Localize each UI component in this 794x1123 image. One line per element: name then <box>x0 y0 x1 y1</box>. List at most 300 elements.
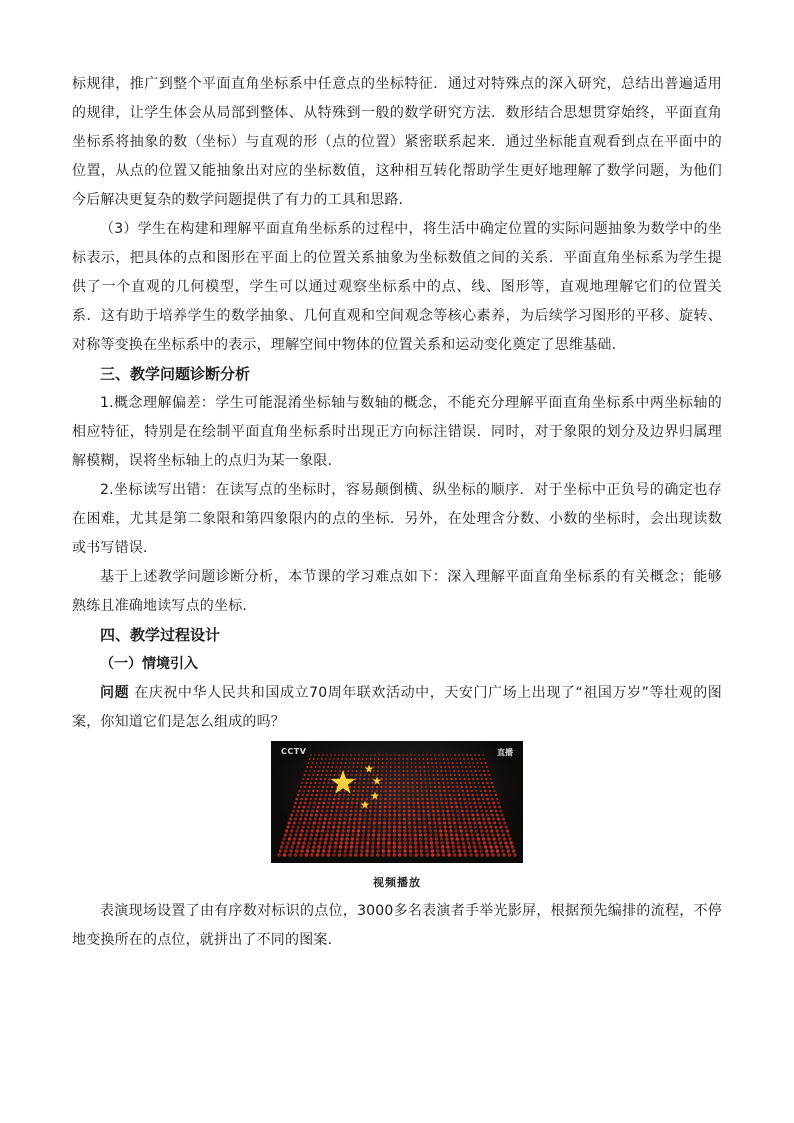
flag-dot <box>286 841 289 844</box>
flag-dot <box>408 833 411 836</box>
flag-dot <box>346 754 348 756</box>
flag-dot <box>379 802 382 805</box>
flag-dot <box>393 794 396 797</box>
flag-dot <box>498 806 501 809</box>
flag-dot <box>342 829 345 832</box>
flag-dot <box>318 821 321 824</box>
flag-dot <box>383 818 386 821</box>
flag-dot <box>378 818 381 821</box>
flag-dot <box>326 806 329 809</box>
flag-dot <box>374 754 376 756</box>
flag-dot <box>390 770 392 772</box>
flag-dot <box>437 810 440 813</box>
flag-dot <box>438 782 440 784</box>
flag-dot <box>447 849 451 853</box>
flag-dot <box>318 770 320 772</box>
flag-dot <box>299 853 303 857</box>
flag-dot <box>303 821 306 824</box>
flag-dot <box>361 794 364 797</box>
flag-dot <box>425 782 427 784</box>
flag-dot <box>418 818 421 821</box>
flag-dot <box>367 782 369 784</box>
flag-dot <box>468 821 471 824</box>
flag-dot <box>382 841 385 844</box>
flag-dot <box>357 825 360 828</box>
flag-dot <box>485 810 488 813</box>
flag-dot <box>494 841 497 844</box>
flag-dot <box>497 818 500 821</box>
flag-dot <box>463 821 466 824</box>
flag-dot <box>306 766 308 768</box>
flag-dot <box>334 841 337 844</box>
flag-dot <box>468 778 470 780</box>
flag-dot <box>487 798 490 801</box>
flag-dot <box>312 845 315 848</box>
flag-dot <box>293 806 296 809</box>
flag-dot <box>296 798 299 801</box>
flag-dot <box>319 766 321 768</box>
flag-dot <box>293 837 296 840</box>
flag-dot <box>360 806 363 809</box>
flag-dot <box>398 762 400 764</box>
flag-dot <box>386 754 388 756</box>
flag-dot <box>426 754 428 756</box>
flag-dot <box>501 814 504 817</box>
flag-dot <box>292 841 295 844</box>
flag-dot <box>458 794 461 797</box>
flag-dot <box>409 849 413 853</box>
flag-dot <box>332 782 334 784</box>
flag-dot <box>475 790 477 792</box>
flag-dot <box>377 833 380 836</box>
flag-dot <box>465 833 468 836</box>
flag-dot <box>393 845 396 848</box>
flag-dot <box>412 786 414 788</box>
flag-dot <box>492 837 495 840</box>
flag-dot <box>313 786 315 788</box>
flag-dot <box>463 774 465 776</box>
flag-dot <box>355 849 359 853</box>
flag-dot <box>479 786 481 788</box>
flag-dot <box>429 786 431 788</box>
flag-dot <box>390 774 392 776</box>
flag-dot <box>383 821 386 824</box>
flag-dot <box>458 821 461 824</box>
flag-dot <box>330 770 332 772</box>
flag-dot <box>456 841 459 844</box>
flag-dot <box>457 845 460 848</box>
flag-dot <box>356 770 358 772</box>
flag-dot <box>381 770 383 772</box>
flag-dot <box>384 810 387 813</box>
flag-dot <box>426 758 428 760</box>
flag-dot <box>508 853 512 857</box>
flag-dot <box>408 837 411 840</box>
flag-dot <box>448 762 450 764</box>
flag-dot <box>465 766 467 768</box>
flag-dot <box>466 770 468 772</box>
flag-dot <box>338 774 340 776</box>
flag-dot <box>398 849 402 853</box>
flag-dot <box>434 829 437 832</box>
flag-dot <box>297 810 300 813</box>
flag-dot <box>326 810 329 813</box>
flag-dot <box>495 794 498 797</box>
flag-dot <box>483 758 485 760</box>
flag-dot <box>487 818 490 821</box>
flag-dot <box>474 825 477 828</box>
flag-dot <box>475 810 478 813</box>
flag-dot <box>340 837 343 840</box>
flag-dot <box>434 790 436 792</box>
flag-dot <box>333 821 336 824</box>
flag-dot <box>320 814 323 817</box>
flag-dot <box>436 766 438 768</box>
flag-dot <box>439 794 442 797</box>
flag-dot <box>462 754 464 756</box>
flag-dot <box>310 814 313 817</box>
flag-dot <box>390 762 392 764</box>
flag-dot <box>382 758 384 760</box>
flag-dot <box>317 806 320 809</box>
flag-dot <box>322 754 324 756</box>
flag-dot <box>402 754 404 756</box>
flag-dot <box>420 782 422 784</box>
flag-dot <box>442 754 444 756</box>
flag-dot <box>342 825 345 828</box>
flag-dot <box>365 853 369 857</box>
flag-dot <box>472 818 475 821</box>
flag-dot <box>483 802 486 805</box>
flag-dot <box>483 821 486 824</box>
flag-dot <box>471 774 473 776</box>
flag-dot <box>295 829 298 832</box>
flag-dot <box>455 806 458 809</box>
flag-dot <box>323 821 326 824</box>
flag-dot <box>420 849 424 853</box>
flag-dot <box>314 837 317 840</box>
flag-dot <box>309 837 312 840</box>
flag-dot <box>453 770 455 772</box>
flag-dot <box>386 758 388 760</box>
flag-dot <box>338 754 340 756</box>
flag-dot <box>471 758 473 760</box>
flag-dot <box>472 794 475 797</box>
flag-dot <box>437 774 439 776</box>
flag-dot <box>510 841 513 844</box>
flag-dot <box>425 845 428 848</box>
flag-dot <box>352 794 355 797</box>
flag-dot <box>376 786 378 788</box>
flag-dot <box>295 849 299 853</box>
flag-dot <box>293 821 296 824</box>
flag-dot <box>406 762 408 764</box>
flag-dot <box>317 825 320 828</box>
flag-dot <box>368 778 370 780</box>
flag-dot <box>443 821 446 824</box>
flag-dot <box>406 766 408 768</box>
flag-dot <box>299 818 302 821</box>
flag-dot <box>388 829 391 832</box>
flag-dot <box>502 833 505 836</box>
flag-dot <box>462 770 464 772</box>
flag-dot <box>445 833 448 836</box>
flag-dot <box>470 770 472 772</box>
paragraph-3: 1.概念理解偏差：学生可能混淆坐标轴与数轴的概念，不能充分理解平面直角坐标系中两坐标轴的相应特征，特别是在绘制平面直角坐标系时出现正方向标注错误．同时，对于象限的划分及边界归属理解模糊，误将坐标轴上的点归为某一象限． <box>72 395 722 469</box>
flag-dot <box>335 766 337 768</box>
flag-dot <box>491 814 494 817</box>
flag-dot <box>389 794 392 797</box>
flag-dot <box>413 810 416 813</box>
flag-dot <box>328 845 331 848</box>
flag-dot <box>366 794 369 797</box>
flag-dot <box>345 841 348 844</box>
flag-dot <box>462 794 465 797</box>
flag-dot <box>386 762 388 764</box>
flag-dot <box>456 837 459 840</box>
flag-dot <box>476 794 479 797</box>
flag-dot <box>357 758 359 760</box>
flag-dot <box>424 829 427 832</box>
flag-dot <box>444 825 447 828</box>
flag-dot <box>368 774 370 776</box>
flag-dot <box>411 774 413 776</box>
flag-dot <box>288 821 291 824</box>
flag-dot <box>398 782 400 784</box>
flag-dot <box>361 841 364 844</box>
flag-dot <box>476 762 478 764</box>
flag-dot <box>369 810 372 813</box>
flag-dot <box>451 841 454 844</box>
flag-dot <box>318 841 321 844</box>
flag-dot <box>485 762 487 764</box>
flag-dot <box>325 758 327 760</box>
flag-dot <box>383 825 386 828</box>
flag-dot <box>452 766 454 768</box>
flag-dot <box>436 770 438 772</box>
flag-dot <box>358 818 361 821</box>
flag-dot <box>473 766 475 768</box>
flag-dot <box>421 798 424 801</box>
flag-dot <box>304 774 306 776</box>
flag-dot <box>467 774 469 776</box>
flag-dot <box>297 794 300 797</box>
flag-dot <box>334 818 337 821</box>
flag-dot <box>488 821 491 824</box>
flag-dot <box>476 778 478 780</box>
flag-dot <box>500 845 503 848</box>
flag-dot <box>367 786 369 788</box>
flag-dot <box>507 833 510 836</box>
flag-dot <box>427 806 430 809</box>
flag-dot <box>480 774 482 776</box>
flag-dot <box>409 841 412 844</box>
flag-dot <box>445 798 448 801</box>
flag-dot <box>357 829 360 832</box>
flag-dot <box>489 845 492 848</box>
flag-dot <box>415 770 417 772</box>
flag-dot <box>430 790 432 792</box>
flag-dot <box>425 841 428 844</box>
flag-dot <box>358 754 360 756</box>
flag-dot <box>504 825 507 828</box>
flag-dot <box>446 806 449 809</box>
flag-dot <box>298 821 301 824</box>
flag-dot <box>370 754 372 756</box>
flag-dot <box>457 766 459 768</box>
flag-dot <box>363 821 366 824</box>
flag-dot <box>339 770 341 772</box>
flag-dot <box>369 806 372 809</box>
flag-dot <box>398 786 400 788</box>
question-text: 在庆祝中华人民共和国成立70周年联欢活动中，天安门广场上出现了“祖国万岁”等壮观的图案，你知道它们是怎么组成的吗？ <box>72 685 722 730</box>
flag-dot <box>301 810 304 813</box>
flag-dot <box>423 766 425 768</box>
flag-dot <box>478 845 481 848</box>
flag-dot <box>304 802 307 805</box>
flag-dot <box>469 825 472 828</box>
flag-dot <box>414 853 418 857</box>
flag-dot <box>307 778 309 780</box>
flag-dot <box>365 849 369 853</box>
flag-dot <box>356 837 359 840</box>
flag-dot <box>462 845 465 848</box>
flag-dot <box>330 754 332 756</box>
flag-dot <box>429 778 431 780</box>
flag-dot <box>398 810 401 813</box>
flag-dot <box>359 774 361 776</box>
flag-dot <box>393 806 396 809</box>
flag-dot <box>314 818 317 821</box>
flag-dot <box>361 762 363 764</box>
flag-dot <box>371 849 375 853</box>
flag-dot <box>398 845 401 848</box>
flag-dot <box>449 825 452 828</box>
flag-dot <box>411 770 413 772</box>
flag-dot <box>419 770 421 772</box>
flag-dot <box>461 786 463 788</box>
flag-dot <box>502 853 506 857</box>
flag-dot <box>422 754 424 756</box>
flag-dot <box>403 833 406 836</box>
flag-dot <box>480 853 484 857</box>
flag-dot <box>463 849 467 853</box>
flag-dot <box>411 782 413 784</box>
flag-dot <box>315 778 317 780</box>
flag-dot <box>280 845 283 848</box>
flag-dot <box>435 794 438 797</box>
star-icon <box>331 770 356 794</box>
flag-dot <box>285 829 288 832</box>
flag-dot <box>376 845 379 848</box>
flag-dot <box>378 825 381 828</box>
flag-dot <box>290 829 293 832</box>
flag-dot <box>408 810 411 813</box>
flag-dot <box>377 774 379 776</box>
flag-dot <box>460 833 463 836</box>
video-thumbnail[interactable] <box>271 741 523 863</box>
flag-dot <box>482 782 484 784</box>
flag-dot <box>324 778 326 780</box>
flag-dot <box>430 841 433 844</box>
flag-dot <box>411 766 413 768</box>
flag-dot <box>475 829 478 832</box>
flag-dot <box>403 798 406 801</box>
flag-dot <box>311 794 314 797</box>
flag-dot <box>346 833 349 836</box>
flag-dot <box>393 833 396 836</box>
flag-dot <box>452 790 454 792</box>
flag-dot <box>419 766 421 768</box>
flag-dot <box>414 754 416 756</box>
flag-dot <box>432 774 434 776</box>
flag-dot <box>344 849 348 853</box>
flag-dot <box>379 810 382 813</box>
flag-dot <box>374 802 377 805</box>
flag-dot <box>508 837 511 840</box>
flag-dot <box>423 762 425 764</box>
flag-dot <box>451 806 454 809</box>
flag-dot <box>394 770 396 772</box>
flag-dot <box>419 845 422 848</box>
flag-dot <box>316 762 318 764</box>
flag-dot <box>319 818 322 821</box>
flag-dot <box>492 802 495 805</box>
flag-dot <box>285 845 288 848</box>
flag-dot <box>294 818 297 821</box>
flag-dot <box>322 786 324 788</box>
flag-dot <box>427 810 430 813</box>
flag-dot <box>350 841 353 844</box>
flag-dot <box>347 794 350 797</box>
flag-dot <box>324 818 327 821</box>
flag-dot <box>393 818 396 821</box>
flag-dot <box>481 814 484 817</box>
flag-dot <box>415 774 417 776</box>
flag-dot <box>473 782 475 784</box>
flag-dot <box>310 798 313 801</box>
flag-dot <box>478 782 480 784</box>
flag-dot <box>414 849 418 853</box>
flag-dot <box>460 829 463 832</box>
flag-dot <box>468 845 471 848</box>
flag-dot <box>402 770 404 772</box>
flag-dot <box>440 798 443 801</box>
flag-dot <box>389 782 391 784</box>
flag-dot <box>339 818 342 821</box>
flag-dot <box>467 818 470 821</box>
flag-dot <box>338 849 342 853</box>
flag-dot <box>424 778 426 780</box>
flag-dot <box>413 821 416 824</box>
flag-dot <box>496 849 500 853</box>
flag-dot <box>373 770 375 772</box>
flag-dot <box>328 778 330 780</box>
flag-dot <box>284 833 287 836</box>
flag-dot <box>398 837 401 840</box>
flag-dot <box>334 845 337 848</box>
flag-dot <box>393 841 396 844</box>
flag-dot <box>453 794 456 797</box>
flag-dot <box>312 790 314 792</box>
flag-dot <box>289 849 293 853</box>
flag-dot <box>373 821 376 824</box>
flag-dot <box>348 821 351 824</box>
flag-dot <box>334 770 336 772</box>
flag-dot <box>315 814 318 817</box>
flag-dot <box>402 762 404 764</box>
flag-dot <box>408 806 411 809</box>
